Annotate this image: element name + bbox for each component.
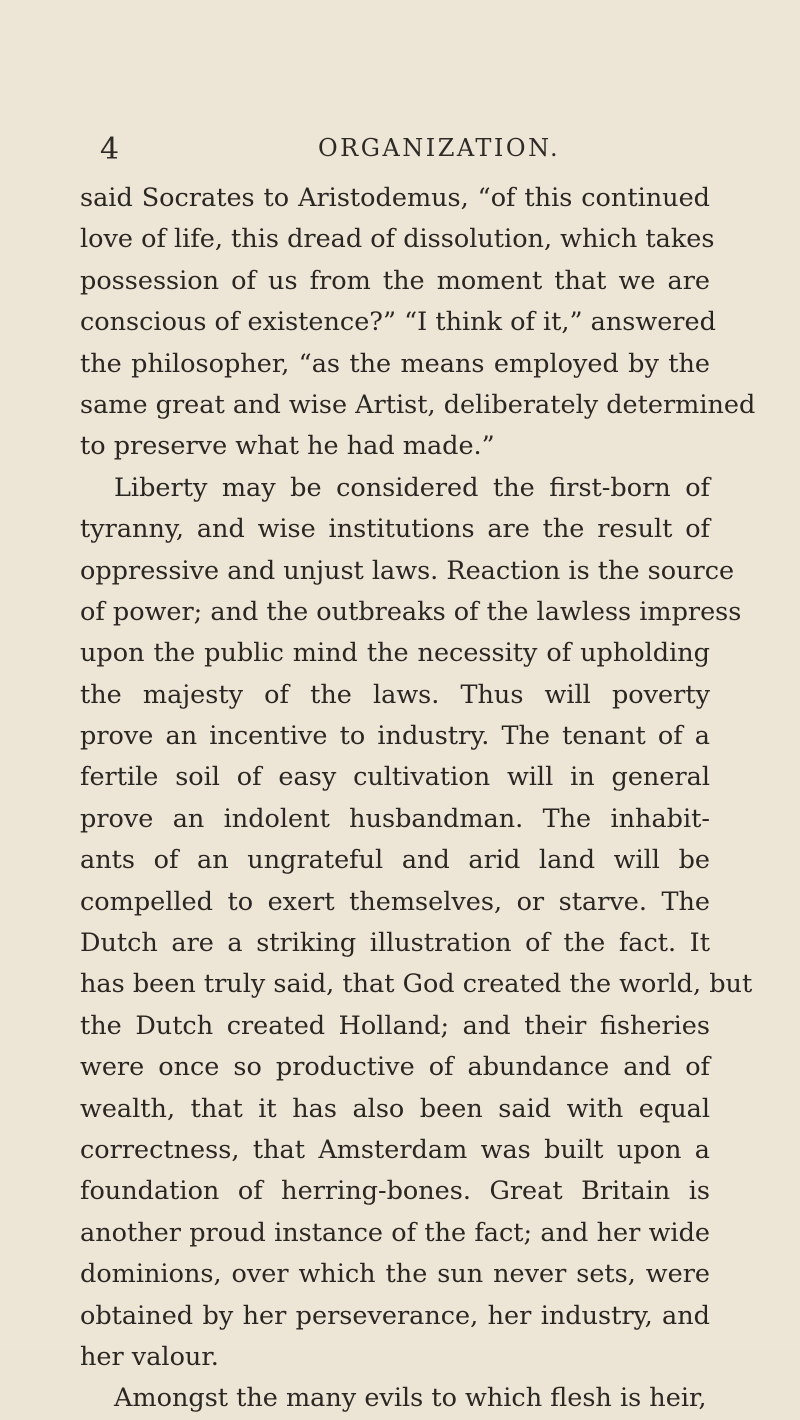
text-line: possession of us from the moment that we are [80,265,710,296]
text-line: obtained by her perseverance, her industry, and [80,1300,710,1331]
text-line: fertile soil of easy cultivation will in general [80,762,710,793]
text-line: wealth, that it has also been said with equal [80,1093,710,1124]
page-number: 4 [100,132,121,167]
text-line: love of life, this dread of dissolution, which takes [80,224,715,255]
text-line: prove an incentive to industry. The tenant of a [80,721,710,752]
text-line: said Socrates to Aristodemus, “of this continued [80,183,710,213]
text-line: another proud instance of the fact; and her wide [80,1217,710,1248]
text-line: oppressive and unjust laws. Reaction is the source [80,555,735,586]
running-title: ORGANIZATION. [318,134,561,162]
paragraph-end-line: to preserve what he had made.” [80,431,495,462]
text-line: same great and wise Artist, deliberately determined [80,389,756,420]
body-text [80,178,756,1420]
paragraph-start-line: Amongst the many evils to which flesh is heir, [114,1383,707,1414]
paragraph-end-line: her valour. [80,1341,219,1372]
text-line: dominions, over which the sun never sets, were [80,1259,710,1290]
text-line: has been truly said, that God created the world, but [80,969,753,1000]
text-line: foundation of herring-bones. Great Britain is [80,1176,710,1207]
text-line: compelled to exert themselves, or starve. The [80,886,710,917]
text-line: conscious of existence?” “I think of it,” answered [80,307,716,338]
text-line: upon the public mind the necessity of upholding [80,638,710,669]
text-line: the Dutch created Holland; and their fisheries [80,1010,710,1041]
text-line: correctness, that Amsterdam was built upon a [80,1134,710,1165]
text-line: prove an indolent husbandman. The inhabit- [80,803,710,834]
text-line: were once so productive of abundance and of [80,1052,710,1083]
running-head [100,132,720,172]
text-line: of power; and the outbreaks of the lawless impress [80,596,742,627]
text-line: ants of an ungrateful and arid land will be [80,845,710,876]
text-line: the philosopher, “as the means employed by the [80,348,710,379]
text-line: Dutch are a striking illustration of the fact. It [80,928,710,959]
text-line: the majesty of the laws. Thus will poverty [80,679,710,710]
paragraph-start-line: Liberty may be considered the first-born of [114,472,710,503]
text-line: tyranny, and wise institutions are the result of [80,514,710,545]
